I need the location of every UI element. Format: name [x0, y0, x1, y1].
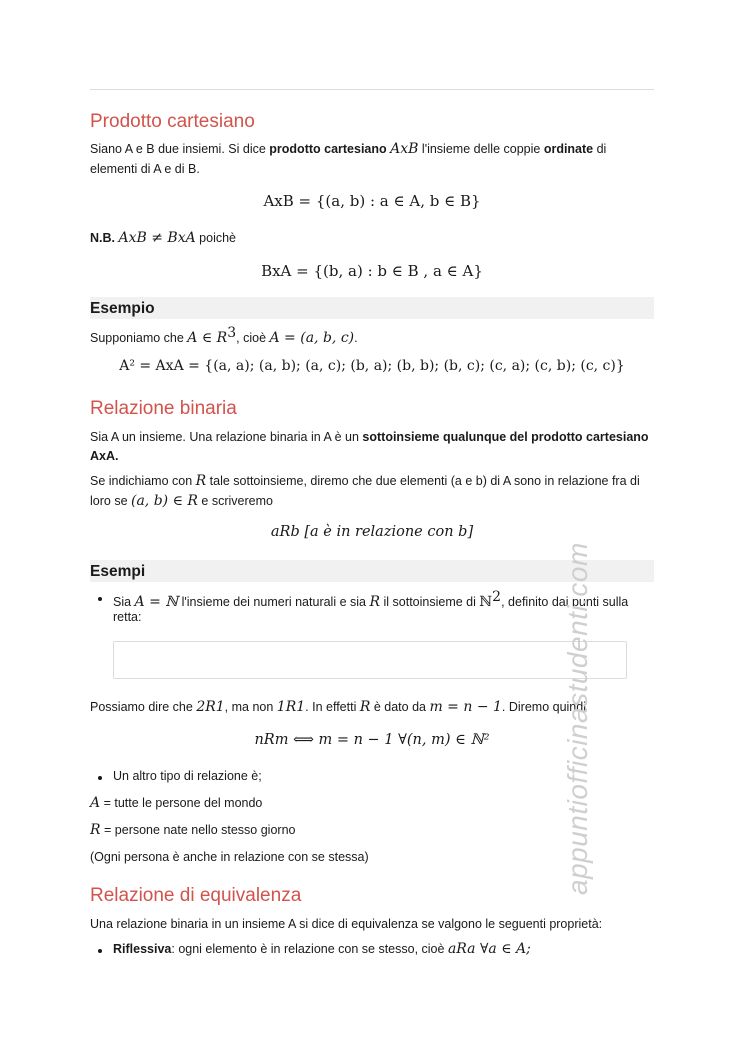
paragraph: (Ogni persona è anche in relazione con se stessa) — [90, 850, 369, 864]
text: = persone nate nello stesso giorno — [100, 823, 296, 837]
nb-label: N.B. — [90, 231, 115, 245]
math-inline: aRa ∀a ∈ A; — [447, 941, 531, 957]
text: tale sottoinsieme, diremo che due elementi (a e b) di A sono in relazione fra di — [206, 474, 640, 488]
embedded-figure-placeholder — [113, 641, 627, 679]
nb-note — [90, 228, 654, 248]
text: , ma non — [224, 700, 277, 714]
paragraph — [90, 323, 654, 348]
math-inline: ℕ — [479, 594, 493, 611]
text: = tutte le persone del mondo — [100, 796, 263, 810]
text: poichè — [195, 231, 237, 245]
bold-text: Riflessiva — [113, 942, 172, 956]
text: l'insieme delle coppie — [418, 142, 544, 156]
paragraph — [90, 471, 654, 491]
math-inline: 1R1 — [276, 699, 306, 715]
text: Possiamo dire che — [90, 700, 197, 714]
text: Sia A un insieme. Una relazione binaria in A è un — [90, 430, 363, 444]
math-inline: R — [369, 594, 381, 611]
math-inline: 2R1 — [196, 699, 225, 715]
text: loro se — [90, 494, 131, 508]
equation: AxB = {(a, b) : a ∈ A, b ∈ B} — [263, 192, 481, 210]
math-inline: (a, b) ∈ R — [131, 493, 198, 509]
equation: nRm ⟺ m = n − 1 ∀(n, m) ∈ ℕ² — [254, 732, 490, 748]
math-inline: R — [195, 473, 207, 489]
superscript: 3 — [227, 325, 237, 341]
text: , cioè — [236, 331, 270, 346]
math-inline: R — [359, 699, 371, 715]
math-inline: m = n − 1 — [429, 699, 502, 715]
text: Supponiamo che — [90, 331, 188, 346]
bullet-dot — [98, 949, 102, 953]
list-item — [113, 939, 654, 959]
paragraph: Una relazione binaria in un insieme A si dice di equivalenza se valgono le seguenti proprietà: — [90, 917, 603, 931]
bullet-dot — [98, 597, 102, 601]
text: , definito dai punti sulla — [501, 595, 629, 610]
text: di — [593, 142, 607, 156]
bold-text: AxA. — [90, 449, 119, 463]
paragraph — [90, 446, 654, 466]
math-inline: A = (a, b, c) — [269, 330, 355, 347]
math-inline: AxB — [390, 141, 419, 157]
paragraph — [90, 427, 654, 447]
top-divider — [90, 89, 654, 90]
math-inline: R — [90, 822, 101, 838]
text: : ogni elemento è in relazione con se stesso, cioè — [171, 942, 448, 956]
equation: A² = AxA = {(a, a); (a, b); (a, c); (b, a); (b, b); (b, c); (c, a); (c, b); (c, c)} — [119, 358, 625, 374]
subsection-esempio: Esempio — [90, 297, 654, 319]
text: Sia — [113, 595, 135, 610]
math-inline: A ∈ R — [187, 330, 228, 347]
text: . In effetti — [305, 700, 360, 714]
math-inline: AxB ≠ BxA — [118, 230, 196, 246]
paragraph — [90, 491, 654, 511]
text: il sottoinsieme di — [380, 595, 480, 610]
watermark: appuntiofficinastudenti.com — [562, 542, 593, 895]
text: . — [354, 331, 358, 346]
bullet-dot — [98, 776, 102, 780]
bold-text: prodotto cartesiano — [269, 142, 387, 156]
section-title-prodotto-cartesiano: Prodotto cartesiano — [90, 111, 255, 132]
superscript: 2 — [492, 589, 502, 605]
text: è dato da — [370, 700, 430, 714]
bold-text: ordinate — [543, 142, 594, 156]
section-title-relazione-di-equivalenza: Relazione di equivalenza — [90, 885, 302, 906]
list-item-cont: retta: — [113, 610, 142, 624]
paragraph — [90, 139, 654, 159]
math-inline: A = ℕ — [134, 594, 179, 611]
text: e scriveremo — [197, 494, 273, 508]
text: Siano A e B due insiemi. Si dice — [90, 142, 270, 156]
text: . Diremo quindi — [501, 700, 586, 714]
subsection-esempi: Esempi — [90, 560, 654, 582]
equation: BxA = {(b, a) : b ∈ B , a ∈ A} — [261, 262, 483, 280]
bold-text: sottoinsieme qualunque del prodotto cartesiano — [362, 430, 649, 444]
math-inline: A — [90, 795, 101, 811]
list-item: Un altro tipo di relazione è; — [113, 769, 262, 783]
section-title-relazione-binaria: Relazione binaria — [90, 398, 237, 419]
text: l'insieme dei numeri naturali e sia — [178, 595, 370, 610]
text: Se indichiamo con — [90, 474, 196, 488]
equation: aRb [a è in relazione con b] — [270, 524, 474, 540]
paragraph: elementi di A e di B. — [90, 162, 200, 176]
